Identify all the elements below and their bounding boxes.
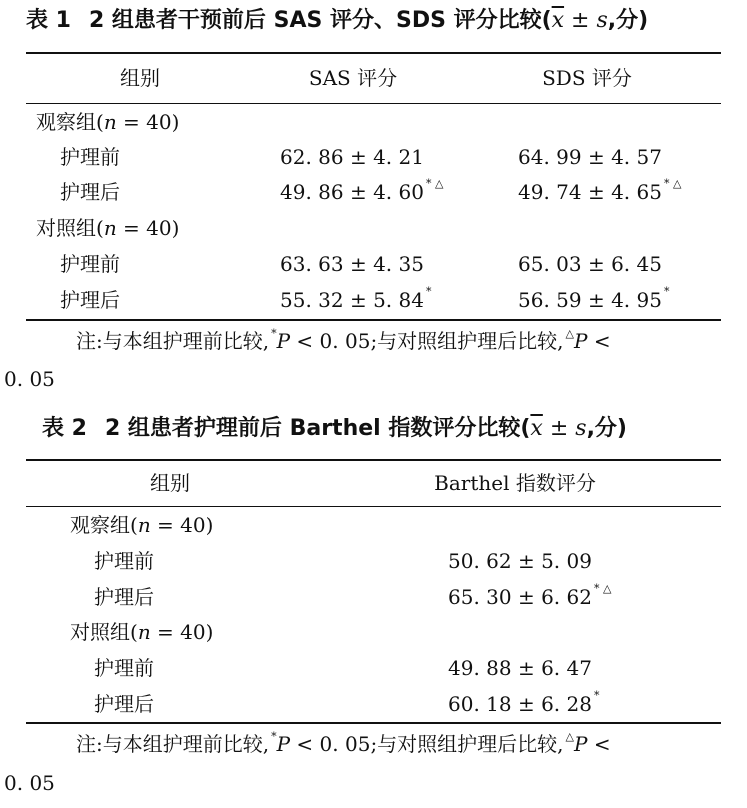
table-row	[0, 543, 747, 579]
table2-header-row	[0, 465, 747, 501]
sas-value: 63. 63 ± 4. 35	[280, 252, 424, 276]
row-label: 护理后	[60, 288, 120, 312]
table2-group-row	[0, 614, 747, 650]
table1-group-row	[0, 210, 747, 246]
table1-footnote-tail: 0. 05	[4, 367, 55, 391]
table1-header-sds: SDS 评分	[542, 66, 632, 90]
table-row	[0, 686, 747, 722]
row-label: 护理前	[60, 145, 120, 169]
table-row	[0, 579, 747, 615]
table1-header-row	[0, 60, 747, 96]
table1-group-row	[0, 104, 747, 140]
row-label: 护理前	[94, 656, 154, 680]
table1-bottom-rule	[26, 319, 721, 321]
table2-top-rule	[26, 459, 721, 461]
table1-caption	[26, 6, 648, 36]
table2-footnote-tail: 0. 05	[4, 771, 55, 795]
table2-header-group: 组别	[150, 471, 190, 495]
table2-stat-sd: s	[575, 416, 587, 441]
table2-group-row	[0, 507, 747, 543]
table1-stat-pm: ±	[564, 8, 597, 33]
table2-stat-mean: $\overline{x}$	[530, 416, 543, 441]
barthel-value: 60. 18 ± 6. 28 *	[448, 689, 600, 716]
group-label: 对照组(n = 40)	[70, 620, 214, 644]
group-label: 观察组(n = 40)	[36, 110, 180, 134]
sds-value: 64. 99 ± 4. 57	[518, 145, 662, 169]
sds-value: 49. 74 ± 4. 65 * △	[518, 177, 682, 204]
row-label: 护理前	[60, 252, 120, 276]
table-row	[0, 246, 747, 282]
table-row	[0, 650, 747, 686]
table1-stat-mean: $\overline{x}$	[551, 8, 565, 33]
row-label: 护理后	[94, 692, 154, 716]
sas-value: 49. 86 ± 4. 60 * △	[280, 177, 444, 204]
table1-number: 表 1	[26, 8, 71, 33]
row-label: 护理前	[94, 549, 154, 573]
group-label: 观察组(n = 40)	[70, 513, 214, 537]
table-row	[0, 139, 747, 175]
row-label: 护理后	[94, 585, 154, 609]
table2-caption	[42, 414, 627, 444]
table1-unit: ,分)	[607, 8, 649, 33]
table-row	[0, 282, 747, 318]
table1-stat-sd: s	[596, 8, 608, 33]
table2-title: 2 组患者护理前后 Barthel 指数评分比较(	[104, 416, 531, 441]
barthel-value: 49. 88 ± 6. 47	[448, 656, 592, 680]
sds-value: 65. 03 ± 6. 45	[518, 252, 662, 276]
barthel-value: 50. 62 ± 5. 09	[448, 549, 592, 573]
table1-title: 2 组患者干预前后 SAS 评分、SDS 评分比较(	[88, 8, 552, 33]
table-row	[0, 174, 747, 210]
row-label: 护理后	[60, 180, 120, 204]
sas-value: 62. 86 ± 4. 21	[280, 145, 424, 169]
table2-header-barthel: Barthel 指数评分	[434, 471, 596, 495]
table2-stat-pm: ±	[542, 416, 576, 441]
table1-header-sas: SAS 评分	[308, 66, 398, 90]
sds-value: 56. 59 ± 4. 95 *	[518, 285, 670, 312]
table1-top-rule	[26, 52, 721, 54]
table2-unit: ,分)	[586, 416, 627, 441]
barthel-value: 65. 30 ± 6. 62 * △	[448, 582, 612, 609]
table2-number: 表 2	[42, 416, 87, 441]
group-label: 对照组(n = 40)	[36, 216, 180, 240]
sas-value: 55. 32 ± 5. 84 *	[280, 285, 432, 312]
table1-header-group: 组别	[120, 66, 160, 90]
table2-bottom-rule	[26, 722, 721, 724]
